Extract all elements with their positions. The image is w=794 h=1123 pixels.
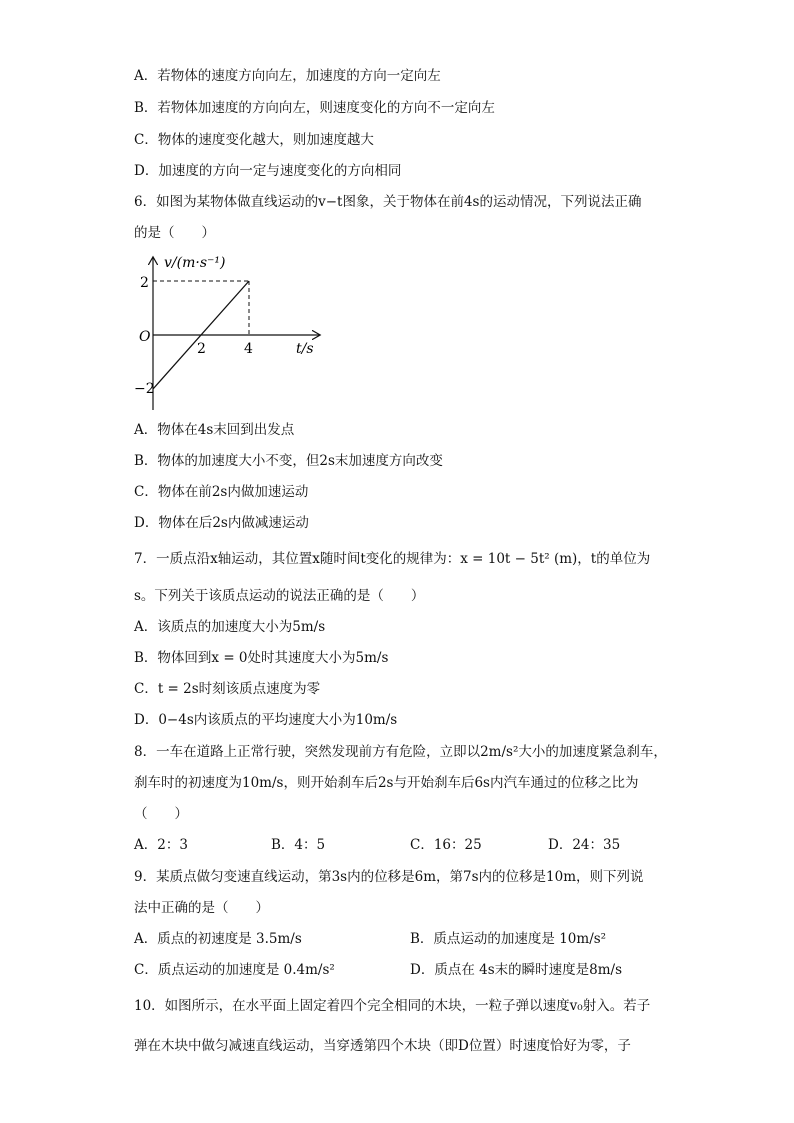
question-5-option-b: B．若物体加速度的方向向左，则速度变化的方向不一定向左: [134, 100, 495, 116]
question-8-option-c: C．16：25: [410, 837, 482, 853]
question-10-stem-line-2: 弹在木块中做匀减速直线运动，当穿透第四个木块（即D位置）时速度恰好为零，子: [134, 1038, 631, 1054]
question-6-option-a: A．物体在4s末回到出发点: [134, 422, 295, 438]
question-5-option-d: D．加速度的方向一定与速度变化的方向相同: [134, 163, 402, 179]
question-6-option-c: C．物体在前2s内做加速运动: [134, 484, 309, 500]
origin-label: O: [139, 329, 151, 345]
question-6-stem-line-1: 6．如图为某物体做直线运动的v−t图象，关于物体在前4s的运动情况，下列说法正确: [134, 194, 642, 210]
question-8-stem-line-1: 8．一车在道路上正常行驶，突然发现前方有危险，立即以2m/s²大小的加速度紧急刹车，: [134, 744, 667, 760]
question-8-stem-line-3: （ ）: [134, 806, 188, 822]
x-tick-label-mid: 2: [197, 341, 206, 357]
question-6-option-d: D．物体在后2s内做减速运动: [134, 515, 309, 531]
question-7-stem-line-1: 7．一质点沿x轴运动，其位置x随时间t变化的规律为：x = 10t − 5t² (m)，t的单位为: [134, 551, 651, 567]
question-8-stem-line-2: 刹车时的初速度为10m/s，则开始刹车后2s与开始刹车后6s内汽车通过的位移之比为: [134, 775, 639, 791]
question-7-option-d: D．0−4s内该质点的平均速度大小为10m/s: [134, 712, 398, 728]
y-tick-label-top: 2: [140, 275, 149, 291]
question-10-stem-line-1: 10．如图所示，在水平面上固定着四个完全相同的木块，一粒子弹以速度v₀射入。若子: [134, 998, 651, 1014]
question-7-option-a: A．该质点的加速度大小为5m/s: [134, 619, 326, 635]
question-9-option-c: C．质点运动的加速度是 0.4m/s²: [134, 962, 335, 978]
question-9-stem-line-2: 法中正确的是（ ）: [134, 900, 269, 916]
velocity-time-graph: [134, 250, 334, 412]
question-5-option-a: A．若物体的速度方向向左，加速度的方向一定向左: [134, 68, 441, 84]
question-8-option-d: D．24：35: [548, 837, 621, 853]
x-tick-label-end: 4: [244, 341, 253, 357]
question-9-option-d: D．质点在 4s末的瞬时速度是8m/s: [410, 962, 622, 978]
question-7-stem-line-2: s。下列关于该质点运动的说法正确的是（ ）: [134, 588, 425, 604]
question-7-option-c: C．t = 2s时刻该质点速度为零: [134, 681, 321, 697]
question-8-option-b: B．4：5: [271, 837, 326, 853]
question-6-stem-line-2: 的是（ ）: [134, 225, 215, 241]
y-axis-label: v/(m·s⁻¹): [164, 255, 226, 271]
question-8-option-a: A．2：3: [134, 837, 188, 853]
x-axis-label: t/s: [296, 341, 314, 357]
question-7-option-b: B．物体回到x = 0处时其速度大小为5m/s: [134, 650, 389, 666]
question-9-option-a: A．质点的初速度是 3.5m/s: [134, 931, 302, 947]
question-9-option-b: B．质点运动的加速度是 10m/s²: [410, 931, 607, 947]
question-5-option-c: C．物体的速度变化越大，则加速度越大: [134, 132, 374, 148]
question-6-option-b: B．物体的加速度大小不变，但2s末加速度方向改变: [134, 453, 443, 469]
question-9-stem-line-1: 9．某质点做匀变速直线运动，第3s内的位移是6m，第7s内的位移是10m，则下列说: [134, 869, 644, 885]
y-tick-label-bottom: −2: [134, 381, 155, 397]
